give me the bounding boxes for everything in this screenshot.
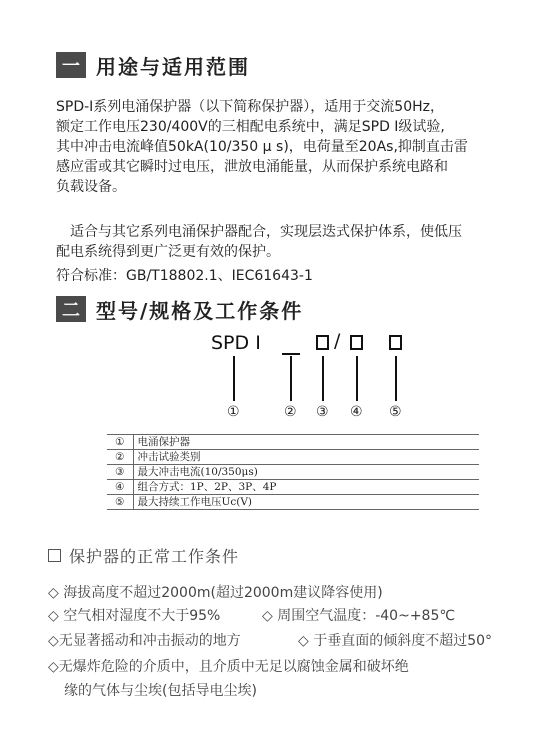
condition-inclination: ◇ 于垂直面的倾斜度不超过50° (298, 633, 493, 649)
row-index: ③ (107, 465, 133, 480)
table-row (107, 495, 479, 510)
leader-line-1 (233, 356, 235, 401)
para1-line-4: 感应雷或其它瞬时过电压，泄放电涌能量，从而保护系统电路和 (56, 159, 448, 175)
model-legend-table (107, 434, 479, 510)
para1-line-1: SPD-Ⅰ系列电涌保护器（以下简称保护器），适用于交流50Hz， (56, 99, 444, 115)
leader-line-5 (395, 356, 397, 401)
row-text: 最大持续工作电压Uc(V) (133, 495, 479, 510)
para1-line-5: 负载设备。 (56, 179, 126, 195)
row-index: ⑤ (107, 495, 133, 510)
table-row (107, 465, 479, 480)
condition-explosion: ◇无爆炸危险的介质中，且介质中无足以腐蚀金属和破坏绝 (48, 659, 409, 675)
section-1-header (56, 52, 250, 78)
row-text: 电涌保护器 (133, 435, 479, 450)
para1-line-2: 额定工作电压230/400V的三相配电系统中，满足SPD Ⅰ级试验, (56, 119, 445, 135)
model-box-3 (316, 335, 329, 350)
model-slash: / (334, 330, 341, 352)
para2-line-1: 适合与其它系列电涌保护器配合，实现层迭式保护体系，使低压 (56, 224, 462, 240)
model-prefix: SPD Ⅰ (211, 332, 261, 354)
table-row (107, 435, 479, 450)
conditions-title-row (48, 544, 239, 567)
para2-line-2: 配电系统得到更广泛更有效的保护。 (56, 244, 280, 260)
table-row (107, 450, 479, 465)
leader-line-4 (356, 356, 358, 401)
condition-vibration: ◇无显著摇动和冲击振动的地方 (48, 633, 241, 649)
row-index: ① (107, 435, 133, 450)
marker-5: ⑤ (389, 404, 402, 420)
model-blank-underline (282, 353, 300, 355)
row-text: 组合方式：1P、2P、3P、4P (133, 480, 479, 495)
marker-1: ① (227, 404, 240, 420)
condition-altitude: ◇ 海拔高度不超过2000m(超过2000m建议降容使用) (48, 585, 383, 601)
checkbox-square-icon (48, 549, 61, 562)
condition-humidity: ◇ 空气相对湿度不大于95% (48, 608, 221, 624)
para1-line-3: 其中冲击电流峰值50kA(10/350 μ s)，电荷量至20As,抑制直击雷 (56, 139, 468, 155)
row-text: 冲击试验类别 (133, 450, 479, 465)
section-1-paragraph-1 (56, 97, 534, 197)
section-2-title: 型号/规格及工作条件 (96, 298, 304, 323)
section-1-title: 用途与适用范围 (96, 54, 250, 79)
section-2-header (56, 296, 303, 322)
row-index: ② (107, 450, 133, 465)
row-index: ④ (107, 480, 133, 495)
standard-line: 符合标准：GB/T18802.1、IEC61643-1 (56, 268, 313, 284)
leader-line-2 (290, 356, 292, 401)
section-1-number: 一 (56, 52, 86, 78)
marker-3: ③ (316, 404, 329, 420)
marker-2: ② (284, 404, 297, 420)
conditions-title: 保护器的正常工作条件 (69, 547, 240, 566)
condition-temperature: ◇ 周围空气温度：-40~+85℃ (262, 608, 456, 624)
marker-4: ④ (350, 404, 363, 420)
table-row (107, 480, 479, 495)
model-box-5 (389, 335, 402, 350)
section-2-number: 二 (56, 296, 86, 322)
section-1-paragraph-2 (56, 222, 534, 262)
model-box-4 (350, 335, 363, 350)
leader-line-3 (322, 356, 324, 401)
condition-explosion-cont: 缘的气体与尘埃(包括导电尘埃) (64, 683, 257, 699)
row-text: 最大冲击电流(10/350μs) (133, 465, 479, 480)
